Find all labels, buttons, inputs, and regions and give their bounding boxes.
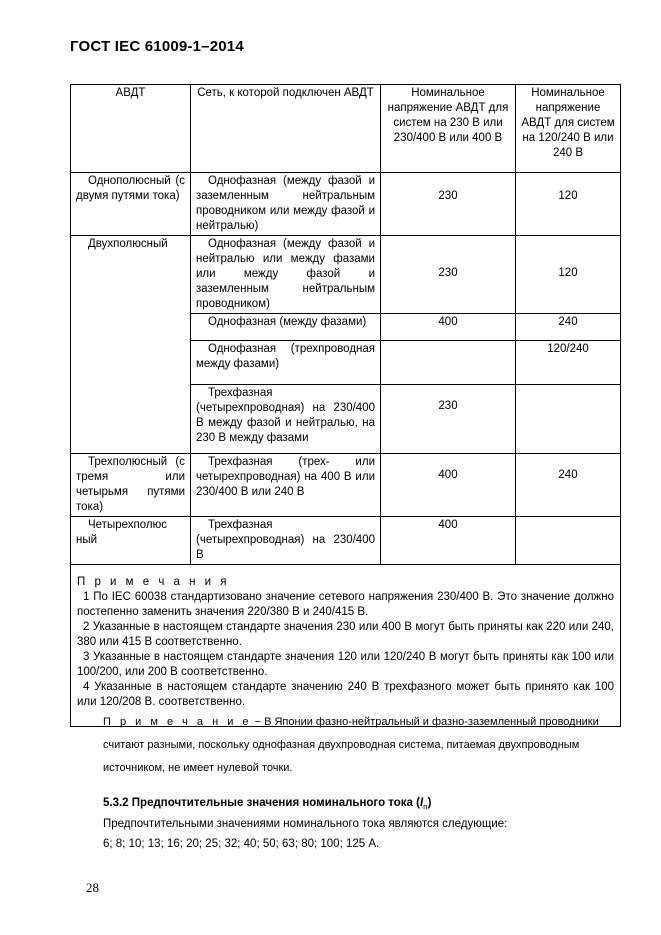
japan-note-text: − В Японии фазно-нейтральный и фазно-заземленный проводники считают разными, поскольку однофазная двухпроводная система, питаемая двухпроводным источником, не имеет нулевой точки. bbox=[103, 716, 599, 774]
cell-v230: 230 bbox=[381, 173, 516, 236]
cell-v230: 400 bbox=[381, 454, 516, 517]
cell-network: Однофазная (между фазой и заземленным нейтральным проводником или между фазой и нейтралью) bbox=[191, 173, 381, 236]
page-number: 28 bbox=[86, 880, 99, 895]
cell-v120: 120 bbox=[516, 173, 621, 236]
section-title-text: 5.3.2 Предпочтительные значения номинального тока ( bbox=[103, 797, 420, 809]
cell-network: Трехфазная (четырехпроводная) на 230/400 В между фазой и нейтралью, на 230 В между фазами bbox=[191, 385, 381, 454]
standard-title: ГОСТ IEC 61009-1–2014 bbox=[70, 38, 244, 55]
note-item: 3 Указанные в настоящем стандарте значения 120 или 120/240 В могут быть приняты как 100 или 100/200, или 200 В соответственно. bbox=[77, 651, 614, 678]
header-voltage-230: Номинальное напряжение АВДТ для систем на 230 В или 230/400 В или 400 В bbox=[381, 85, 516, 173]
cell-rcbo: Двухполюсный bbox=[71, 236, 191, 454]
table-row bbox=[71, 517, 621, 565]
table-notes bbox=[71, 565, 621, 727]
notes-title: П р и м е ч а н и я bbox=[77, 576, 230, 588]
cell-v120: 120/240 bbox=[516, 341, 621, 385]
voltage-table bbox=[70, 84, 621, 727]
cell-v230: 400 bbox=[381, 314, 516, 341]
current-values: 6; 8; 10; 13; 16; 20; 25; 32; 40; 50; 63; 80; 100; 125 А. bbox=[103, 838, 380, 850]
cell-v120 bbox=[516, 517, 621, 565]
table-row bbox=[71, 173, 621, 236]
section-title-end: ) bbox=[427, 797, 432, 809]
table-row bbox=[71, 236, 621, 314]
cell-network: Однофазная (между фазами) bbox=[191, 314, 381, 341]
japan-note bbox=[103, 711, 615, 780]
cell-v230: 400 bbox=[381, 517, 516, 565]
table-header-row bbox=[71, 85, 621, 173]
current-subscript: n bbox=[423, 802, 428, 812]
note-item: 1 По IEC 60038 стандартизовано значение сетевого напряжения 230/400 В. Это значение должно постепенно заменить значения 220/380 В и 240/415 В. bbox=[77, 591, 614, 618]
cell-rcbo: Трехполюсный (с тремя или четырьмя путями тока) bbox=[71, 454, 191, 517]
current-symbol: I bbox=[419, 797, 424, 809]
cell-network: Однофазная (между фазой и нейтралью или между фазами или между фазой и заземленным нейтральным проводником) bbox=[191, 236, 381, 314]
header-rcbo: АВДТ bbox=[71, 85, 191, 173]
cell-network: Однофазная (трехпроводная между фазами) bbox=[191, 341, 381, 385]
cell-v120: 240 bbox=[516, 454, 621, 517]
cell-v230: 230 bbox=[381, 385, 516, 454]
cell-v120: 240 bbox=[516, 314, 621, 341]
cell-v230 bbox=[381, 341, 516, 385]
cell-network: Трехфазная (четырехпроводная) на 230/400 В bbox=[191, 517, 381, 565]
header-voltage-120: Номинальное напряжение АВДТ для систем на 120/240 В или 240 В bbox=[516, 85, 621, 173]
note-item: 4 Указанные в настоящем стандарте значению 240 В трехфазного может быть принято как 100 или 120/208 В. соответственно. bbox=[77, 681, 614, 708]
cell-v120 bbox=[516, 385, 621, 454]
section-title bbox=[103, 797, 431, 811]
cell-v230: 230 bbox=[381, 236, 516, 314]
cell-rcbo: Четырехполюс ный bbox=[71, 517, 191, 565]
section-intro: Предпочтительными значениями номинального тока являются следующие: bbox=[103, 818, 508, 830]
header-network: Сеть, к которой подключен АВДТ bbox=[191, 85, 381, 173]
table-notes-row bbox=[71, 565, 621, 727]
cell-v120: 120 bbox=[516, 236, 621, 314]
note-item: 2 Указанные в настоящем стандарте значения 230 или 400 В могут быть приняты как 220 или 240, 380 или 415 В соответственно. bbox=[77, 621, 614, 648]
cell-rcbo: Однополюсный (с двумя путями тока) bbox=[71, 173, 191, 236]
japan-note-label: П р и м е ч а н и е bbox=[103, 716, 252, 728]
cell-network: Трехфазная (трех- или четырехпроводная) на 400 В или 230/400 В или 240 В bbox=[191, 454, 381, 517]
table-row bbox=[71, 454, 621, 517]
